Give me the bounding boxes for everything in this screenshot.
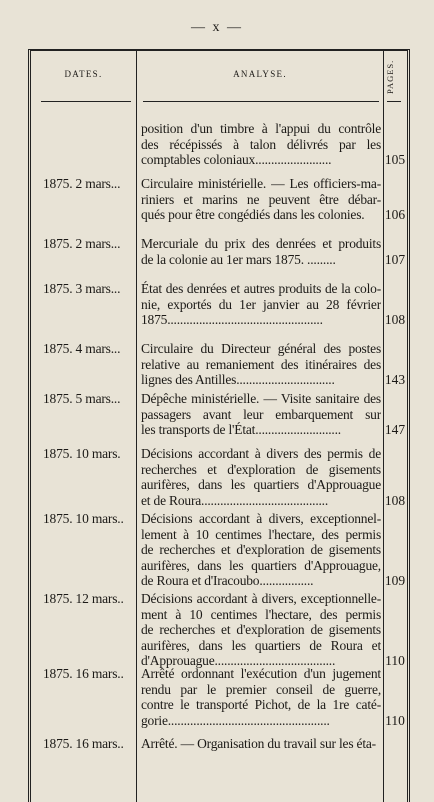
analysis-line: Arrêté ordonnant l'exécution d'un jugement xyxy=(141,666,381,681)
analysis-line: de recherches et d'exploration de gisements xyxy=(141,622,381,637)
column-header-analyse: ANALYSE. xyxy=(233,69,287,79)
analysis-line: Arrêté. — Organisation du travail sur les éta- xyxy=(141,736,376,751)
entry-analysis xyxy=(141,121,381,168)
entry-analysis xyxy=(141,446,381,508)
analysis-line: de recherches et d'exploration de gisements xyxy=(141,542,381,557)
entry-analysis xyxy=(141,391,381,438)
entry-page: 110 xyxy=(385,712,405,728)
column-header-dates: DATES. xyxy=(64,69,103,79)
analysis-line: lignes des Antilles............................... xyxy=(141,372,335,387)
analysis-line: les transports de l'État........................... xyxy=(141,422,341,437)
analysis-line: et de Roura........................................ xyxy=(141,492,329,508)
analysis-line: Circulaire du Directeur général des postes xyxy=(141,341,381,356)
entry-date: 1875. 12 mars.. xyxy=(43,591,124,606)
analysis-line: qués pour être congédiés dans les colonies. xyxy=(141,207,365,222)
column-divider xyxy=(136,51,137,802)
entry-page: 143 xyxy=(384,372,406,387)
analysis-line: ment à 10 centimes l'hectare, des permis xyxy=(141,606,381,622)
entry-date: 1875. 10 mars.. xyxy=(43,511,124,526)
analysis-line: aurifères, dans les quartiers d'Approuague, xyxy=(141,557,381,573)
analysis-line: de la colonie au 1er mars 1875. ......... xyxy=(141,251,336,267)
analysis-line: aurifères, dans les quartiers de Roura et xyxy=(141,637,381,653)
entry-date: 1875. 3 mars... xyxy=(43,281,121,296)
header-rule xyxy=(387,101,401,102)
entry-date: 1875. 4 mars... xyxy=(43,341,121,356)
analysis-line: relative au remaniement des itinéraires des xyxy=(141,356,381,372)
analysis-line: Décisions accordant à divers, exceptionnelle- xyxy=(141,591,381,606)
entry-page: 110 xyxy=(385,653,405,668)
entry-page: 106 xyxy=(384,207,406,222)
page-number: — x — xyxy=(191,20,243,35)
analysis-line: aurifères, dans les quartiers d'Approuague xyxy=(141,477,381,492)
entry-analysis xyxy=(141,281,381,328)
analysis-line: Circulaire ministérielle. — Les officiers-ma- xyxy=(141,176,381,191)
analysis-line: riniers et marins ne peuvent être débar- xyxy=(141,191,381,207)
column-header-pages: PAGES. xyxy=(385,59,395,95)
entry-analysis xyxy=(141,176,381,223)
entry-analysis xyxy=(141,511,381,589)
analysis-line: recherches et d'exploration de gisements xyxy=(141,461,381,477)
entry-page: 108 xyxy=(384,492,406,508)
entry-date: 1875. 2 mars... xyxy=(43,236,121,251)
entry-date: 1875. 5 mars... xyxy=(43,391,121,406)
analysis-line: nie, exportés du 1er janvier au 28 février xyxy=(141,296,381,312)
analysis-line: Décisions accordant à divers des permis de xyxy=(141,446,381,461)
analysis-line: Décisions accordant à divers, exceptionnel- xyxy=(141,511,381,526)
entry-analysis xyxy=(141,736,381,752)
entry-page: 109 xyxy=(384,573,406,588)
entry-page: 105 xyxy=(384,152,406,167)
analysis-line: rendu par le premier conseil de guerre, xyxy=(141,681,381,697)
analysis-line: Mercuriale du prix des denrées et produits xyxy=(141,236,381,251)
analysis-line: passagers avant leur embarquement sur xyxy=(141,406,381,422)
entry-page: 147 xyxy=(384,422,406,437)
header-rule xyxy=(41,101,131,102)
analysis-line: contre le transporté Pichot, de la 1re caté- xyxy=(141,697,381,712)
analysis-line: des récépissés à talon délivrés par les xyxy=(141,136,381,152)
analysis-line: lement à 10 centimes l'hectare, des permis xyxy=(141,526,381,542)
entry-page: 107 xyxy=(384,251,406,267)
analysis-line: position d'un timbre à l'appui du contrôle xyxy=(141,121,381,136)
table-frame xyxy=(28,49,410,802)
entry-analysis xyxy=(141,236,381,267)
analysis-line: comptables coloniaux........................ xyxy=(141,152,332,167)
analysis-line: de Roura et d'Iracoubo................. xyxy=(141,573,314,588)
analysis-line: gorie................................................... xyxy=(141,712,330,728)
entry-page: 108 xyxy=(384,312,406,327)
entry-date: 1875. 16 mars.. xyxy=(43,736,124,751)
analysis-line: Dépêche ministérielle. — Visite sanitaire des xyxy=(141,391,381,406)
analysis-line: 1875................................................. xyxy=(141,312,323,327)
entry-analysis xyxy=(141,666,381,728)
analysis-line: d'Approuague...................................... xyxy=(141,653,336,668)
entry-analysis xyxy=(141,341,381,388)
entry-analysis xyxy=(141,591,381,669)
entry-date: 1875. 2 mars... xyxy=(43,176,121,191)
analysis-line: État des denrées et autres produits de la colo- xyxy=(141,281,381,296)
entry-date: 1875. 16 mars.. xyxy=(43,666,124,681)
entry-date: 1875. 10 mars. xyxy=(43,446,121,461)
header-rule xyxy=(143,101,379,102)
